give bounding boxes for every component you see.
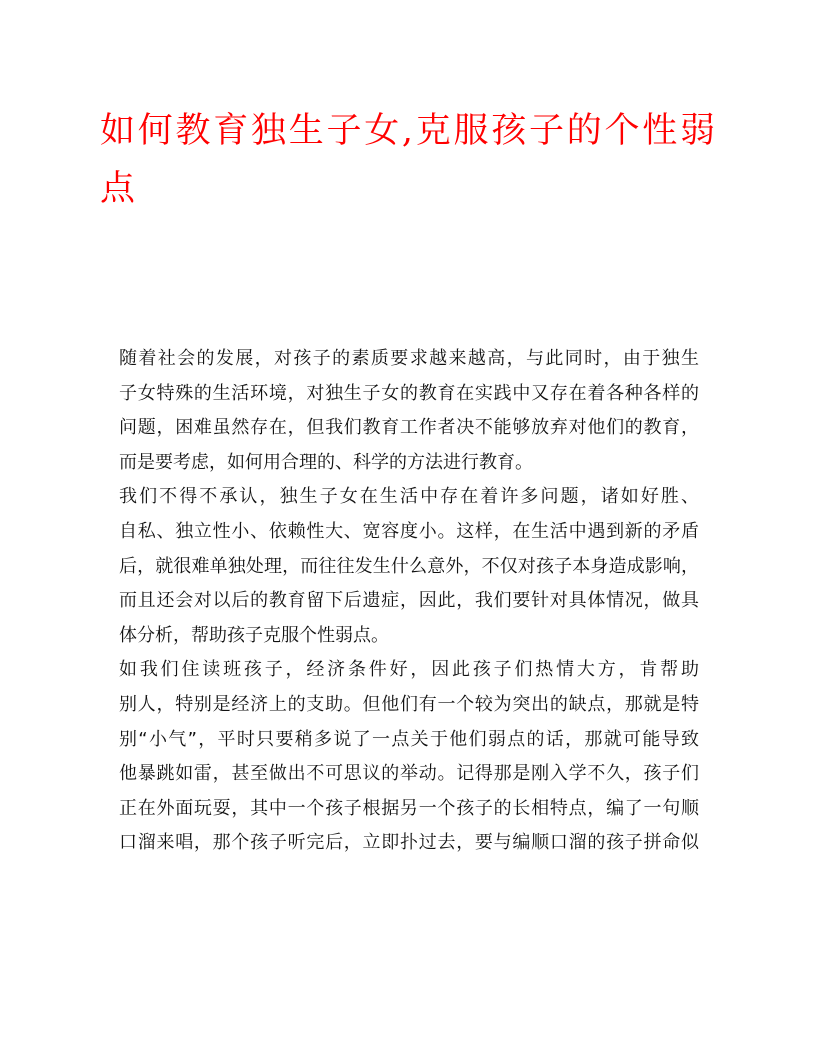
paragraph-3 xyxy=(119,653,699,861)
text-line: 口溜来唱，那个孩子听完后，立即扑过去，要与编顺口溜的孩子拼命似 xyxy=(119,832,699,854)
text-line: 随着社会的发展，对孩子的素质要求越来越高，与此同时，由于独生 xyxy=(119,348,699,369)
text-line: 正在外面玩耍，其中一个孩子根据另一个孩子的长相特点，编了一句顺 xyxy=(119,797,699,819)
text-line: 子女特殊的生活环境，对独生子女的教育在实践中又存在着各种各样的 xyxy=(119,382,699,404)
text-line: 体分析，帮助孩子克服个性弱点。 xyxy=(119,624,389,646)
text-line: 别人，特别是经济上的支助。但他们有一个较为突出的缺点，那就是特 xyxy=(119,693,699,715)
paragraph-1 xyxy=(119,342,699,480)
text-line: 自私、独立性小、依赖性大、宽容度小。这样，在生活中遇到新的矛盾 xyxy=(119,520,699,542)
text-line: 问题，困难虽然存在，但我们教育工作者决不能够放弃对他们的教育， xyxy=(119,417,699,439)
document-title xyxy=(100,102,716,218)
title-line: 点 xyxy=(100,169,137,209)
text-line: 如我们住读班孩子，经济条件好，因此孩子们热情大方，肯帮助 xyxy=(119,659,699,681)
paragraph-2 xyxy=(119,480,699,653)
title-line: 如何教育独生子女,克服孩子的个性弱 xyxy=(100,111,716,151)
text-line: 后，就很难单独处理，而往往发生什么意外，不仅对孩子本身造成影响， xyxy=(119,555,699,577)
text-line: 他暴跳如雷，甚至做出不可思议的举动。记得那是刚入学不久，孩子们 xyxy=(119,763,699,785)
text-line: 而且还会对以后的教育留下后遗症，因此，我们要针对具体情况，做具 xyxy=(119,590,699,612)
document-body xyxy=(119,342,699,861)
text-line: 别“小气”，平时只要稍多说了一点关于他们弱点的话，那就可能导致 xyxy=(119,728,699,750)
text-line: 而是要考虑，如何用合理的、科学的方法进行教育。 xyxy=(119,451,533,473)
text-line: 我们不得不承认，独生子女在生活中存在着许多问题，诸如好胜、 xyxy=(119,486,699,508)
